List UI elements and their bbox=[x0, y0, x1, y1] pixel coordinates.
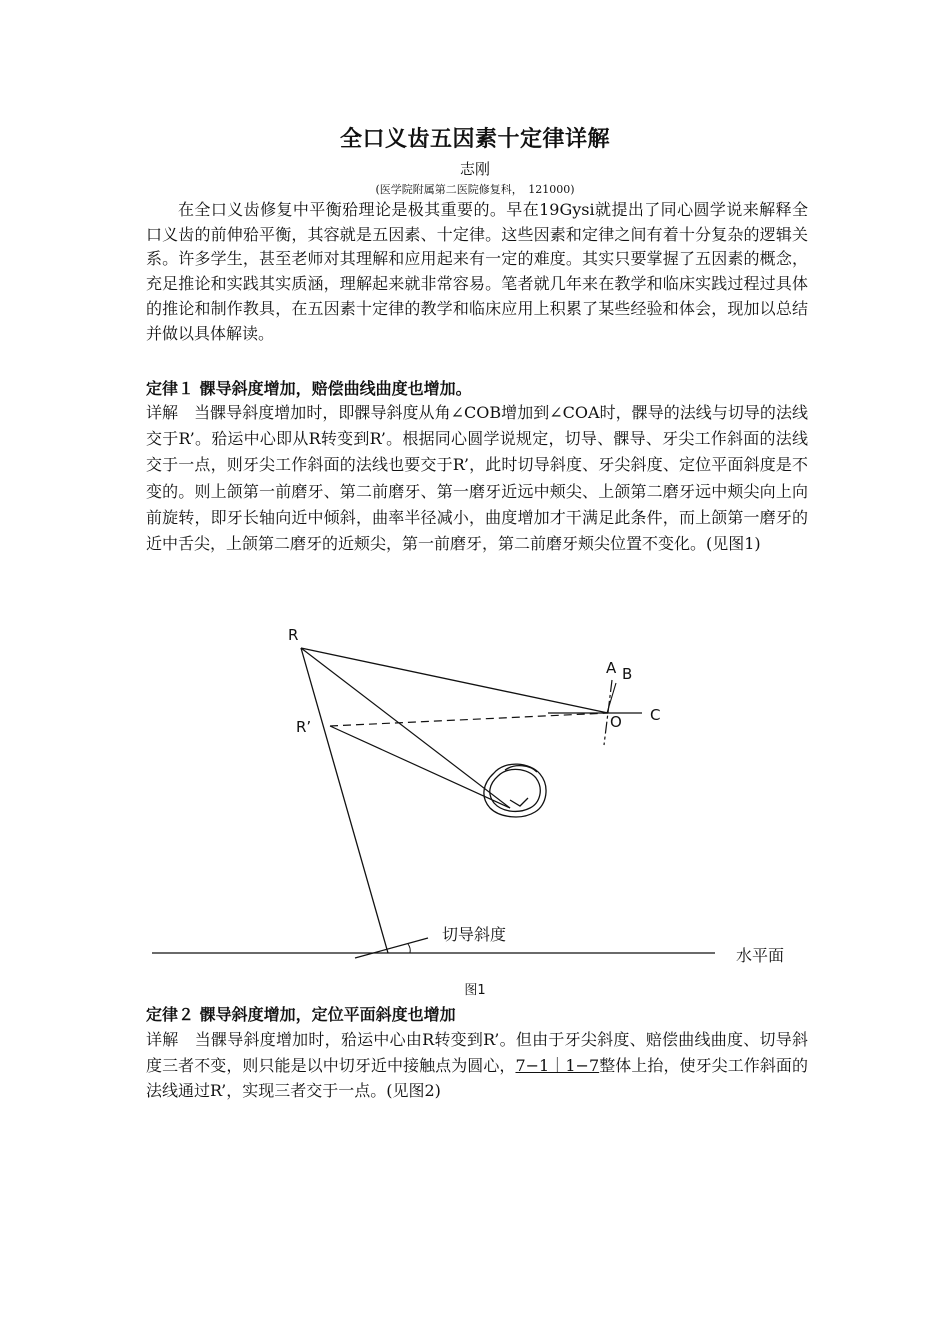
cusp-normal-line-rprime bbox=[330, 726, 510, 808]
incisal-angle-arc bbox=[408, 944, 410, 953]
author-affiliation: (医学院附属第二医院修复科， 121000) bbox=[375, 183, 575, 196]
label-a: A bbox=[606, 659, 617, 677]
author-name: 志刚 bbox=[459, 160, 490, 178]
label-incisal-guidance: 切导斜度 bbox=[442, 925, 507, 944]
tooth-range-notation: 7−1｜1−7 bbox=[515, 1055, 600, 1075]
cusp-normal-line-r bbox=[301, 648, 510, 808]
law2-body-start: 详解 当髁导斜度增加时，𬌗运中心由R转变到R’。但由于牙尖斜度、赔偿曲线曲度、切导斜度三者不变，则只能是以中切牙近中接触点为圆心， bbox=[146, 1030, 808, 1075]
label-o: O bbox=[610, 713, 622, 731]
law2-heading: 定律２ 髁导斜度增加，定位平面斜度也增加 bbox=[146, 1005, 456, 1024]
label-horizontal-plane: 水平面 bbox=[736, 946, 785, 965]
condylar-normal-line-r bbox=[301, 648, 608, 713]
label-r: R bbox=[288, 626, 299, 644]
label-r-prime: R’ bbox=[296, 718, 312, 736]
law1-body: 详解 当髁导斜度增加时，即髁导斜度从角∠COB增加到∠COA时，髁导的法线与切导的法线交于R’。𬌗运中心即从R转变到R’。根据同心圆学说规定，切导、髁导、牙尖工作斜面的法线交于一点，则牙尖工作斜面的法线也要交于R’，此时切导斜度、牙尖斜度、定位平面斜度是不变的。则上颌第一前磨牙、第二前磨牙、第一磨牙近远中颊尖、上颌第二磨牙远中颊尖向上向前旋转，即牙长轴向近中倾斜，曲率半径减小，曲度增加才干满足此条件，而上颌第一磨牙的近中舌尖，上颌第二磨牙的近颊尖，第一前磨牙，第二前磨牙颊尖位置不变化。(见图1) bbox=[146, 403, 808, 554]
label-b: B bbox=[622, 665, 633, 683]
incisal-normal-line bbox=[301, 648, 388, 953]
figure-1-caption: 图1 bbox=[464, 983, 486, 998]
law2-body bbox=[146, 1027, 808, 1104]
condylar-normal-line-rprime bbox=[330, 713, 608, 726]
paper-title: 全口义齿五因素十定律详解 bbox=[339, 127, 610, 152]
law1-heading: 定律１ 髁导斜度增加，赔偿曲线曲度也增加。 bbox=[146, 379, 472, 398]
incisal-guidance-line bbox=[355, 938, 428, 958]
tooth-outline bbox=[484, 764, 546, 817]
label-c: C bbox=[650, 706, 661, 724]
law2-body-end: 整体上抬，使牙尖工作斜面的法线通过R’，实现三者交于一点。(见图2) bbox=[146, 1055, 808, 1100]
intro-paragraph: 在全口义齿修复中平衡𬌗理论是极其重要的。早在19Gysi就提出了同心圆学说来解释全口义齿的前伸𬌗平衡，其容就是五因素、十定律。这些因素和定律之间有着十分复杂的逻辑关系。许多学生，甚至老师对其理解和应用起来有一定的难度。其实只要掌握了五因素的概念，充足推论和实践其实质涵，理解起来就非常容易。笔者就几年来在教学和临床实践过程过具体的推论和制作教具，在五因素十定律的教学和临床应用上积累了某些经验和体会，现加以总结并做以具体解读。 bbox=[146, 200, 808, 343]
